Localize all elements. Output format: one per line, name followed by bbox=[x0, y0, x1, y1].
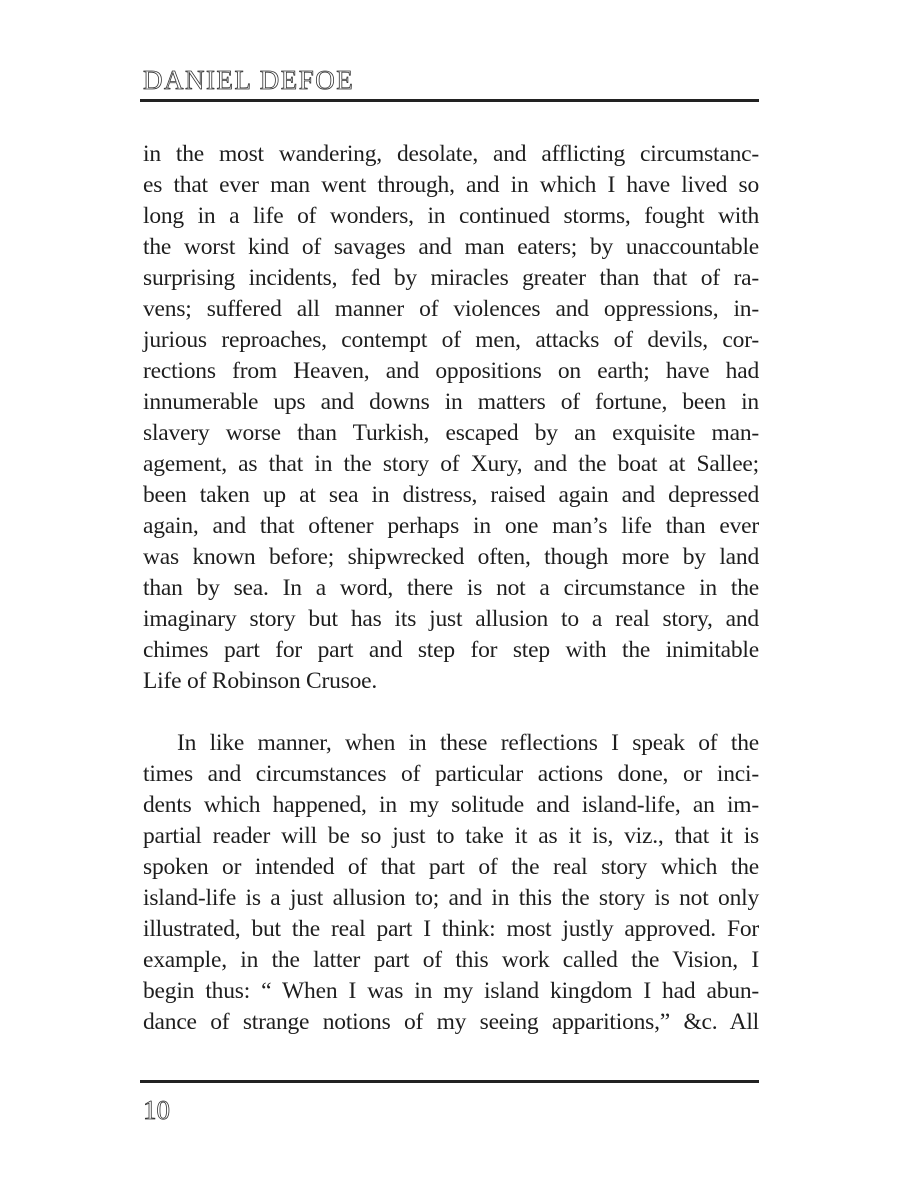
body-text bbox=[143, 139, 759, 1038]
text-line: been taken up at sea in distress, raised again and depressed bbox=[143, 482, 759, 508]
paragraph-1 bbox=[143, 139, 759, 697]
text-line: jurious reproaches, contempt of men, attacks of devils, cor- bbox=[143, 327, 759, 353]
text-line: again, and that oftener perhaps in one man’s life than ever bbox=[143, 513, 759, 539]
text-line: Life of Robinson Crusoe. bbox=[143, 668, 378, 694]
text-line: was known before; shipwrecked often, though more by land bbox=[143, 544, 759, 570]
paragraph-spacer bbox=[143, 697, 759, 728]
text-line: times and circumstances of particular actions done, or inci- bbox=[143, 761, 759, 787]
text-line: surprising incidents, fed by miracles greater than that of ra- bbox=[143, 265, 759, 291]
text-line: rections from Heaven, and oppositions on earth; have had bbox=[143, 358, 759, 384]
header-rule bbox=[140, 99, 759, 102]
text-line: es that ever man went through, and in which I have lived so bbox=[143, 172, 759, 198]
text-line: dents which happened, in my solitude and island-life, an im- bbox=[143, 792, 759, 818]
text-line: in the most wandering, desolate, and afflicting circumstanc- bbox=[143, 141, 759, 167]
text-line: slavery worse than Turkish, escaped by an exquisite man- bbox=[143, 420, 759, 446]
text-line: In like manner, when in these reflections I speak of the bbox=[177, 730, 759, 756]
text-line: island-life is a just allusion to; and in this the story is not only bbox=[143, 885, 759, 911]
text-line: partial reader will be so just to take it as it is, viz., that it is bbox=[143, 823, 759, 849]
text-line: agement, as that in the story of Xury, and the boat at Sallee; bbox=[143, 451, 759, 477]
text-line: innumerable ups and downs in matters of fortune, been in bbox=[143, 389, 759, 415]
text-line: example, in the latter part of this work called the Vision, I bbox=[143, 947, 759, 973]
text-line: dance of strange notions of my seeing apparitions,” &c. All bbox=[143, 1009, 759, 1035]
text-line: long in a life of wonders, in continued storms, fought with bbox=[143, 203, 759, 229]
text-line: the worst kind of savages and man eaters; by unaccountable bbox=[143, 234, 759, 260]
text-line: spoken or intended of that part of the real story which the bbox=[143, 854, 759, 880]
paragraph-2 bbox=[143, 728, 759, 1038]
text-line: than by sea. In a word, there is not a circumstance in the bbox=[143, 575, 759, 601]
footer-rule bbox=[140, 1080, 759, 1083]
text-line: vens; suffered all manner of violences and oppressions, in- bbox=[143, 296, 759, 322]
running-head-author: DANIEL DEFOE bbox=[143, 65, 355, 95]
text-line: chimes part for part and step for step with the inimitable bbox=[143, 637, 759, 663]
text-line: begin thus: “ When I was in my island kingdom I had abun- bbox=[143, 978, 759, 1004]
text-line: imaginary story but has its just allusion to a real story, and bbox=[143, 606, 759, 632]
text-line: illustrated, but the real part I think: most justly approved. For bbox=[143, 916, 759, 942]
page-number: 10 bbox=[143, 1095, 170, 1125]
